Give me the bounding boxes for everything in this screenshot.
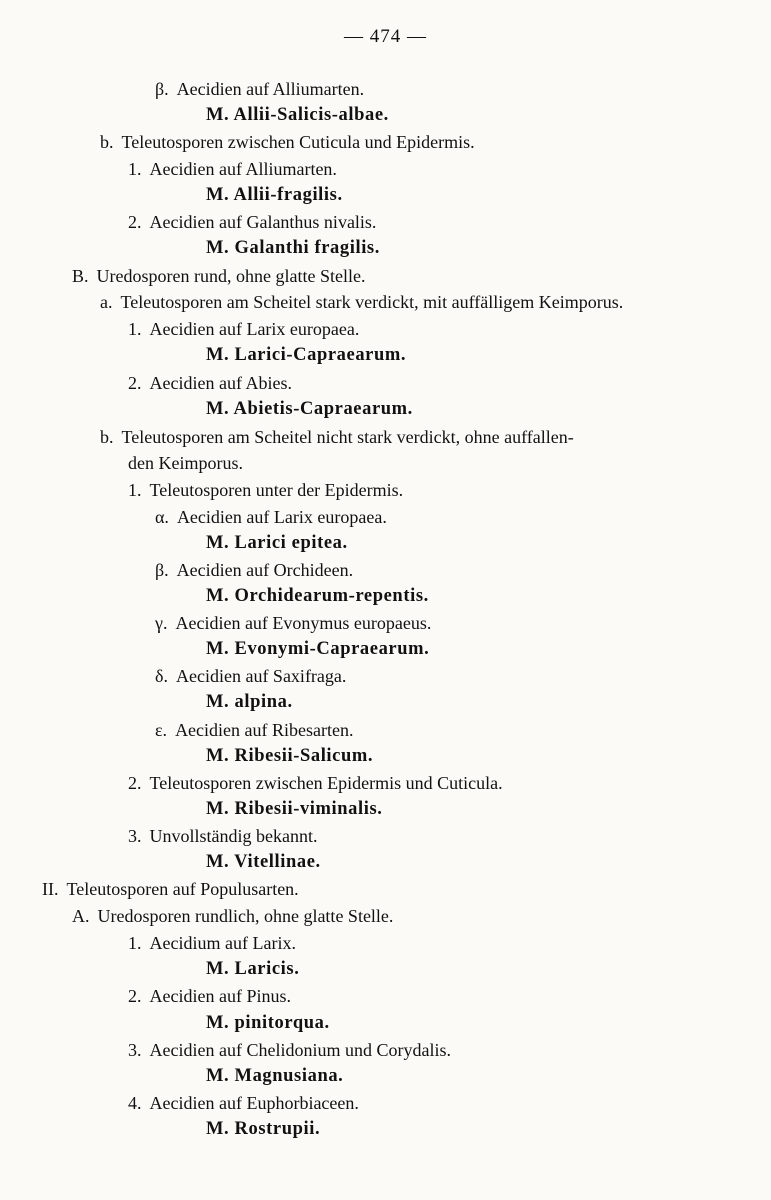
key-entry (42, 878, 299, 900)
key-entry (128, 158, 337, 180)
entry-text: Unvollständig bekannt. (149, 826, 318, 846)
entry-text: Aecidien auf Chelidonium und Corydalis. (149, 1040, 451, 1060)
entry-marker: β. (155, 560, 169, 580)
key-entry (128, 1039, 451, 1061)
entry-marker: II. (42, 879, 59, 899)
key-entry (72, 265, 365, 287)
entry-marker: A. (72, 906, 90, 926)
key-entry (128, 772, 503, 794)
entry-text: Aecidien auf Euphorbiaceen. (149, 1093, 359, 1113)
entry-marker: b. (100, 427, 114, 447)
key-entry (155, 665, 346, 687)
species-name: M. Larici-Capraearum. (206, 345, 407, 365)
entry-marker: 3. (128, 1040, 142, 1060)
key-entry (100, 291, 623, 313)
entry-marker: 1. (128, 933, 142, 953)
species-name: M. Vitellinae. (206, 852, 321, 872)
species-name: M. Allii-fragilis. (206, 185, 343, 205)
entry-text: Aecidien auf Pinus. (149, 986, 291, 1006)
entry-text: Teleutosporen am Scheitel stark verdickt, mit auffälligem Keimporus. (120, 292, 624, 312)
entry-text: Aecidien auf Saxifraga. (175, 666, 347, 686)
entry-marker: 1. (128, 319, 142, 339)
entry-text: Aecidien auf Galanthus nivalis. (149, 212, 377, 232)
key-entry (155, 559, 353, 581)
entry-marker: α. (155, 507, 169, 527)
species-name: M. Ribesii-Salicum. (206, 746, 374, 766)
entry-text: Aecidien auf Abies. (149, 373, 292, 393)
species-name: M. Allii-Salicis-albae. (206, 105, 389, 125)
entry-marker: 2. (128, 212, 142, 232)
entry-text: Aecidien auf Orchideen. (176, 560, 354, 580)
entry-text: Teleutosporen zwischen Epidermis und Cuticula. (149, 773, 503, 793)
key-entry (100, 131, 475, 153)
entry-marker: β. (155, 79, 169, 99)
entry-text: Uredosporen rundlich, ohne glatte Stelle. (97, 906, 394, 926)
entry-text: Teleutosporen am Scheitel nicht stark verdickt, ohne auffallen- (121, 427, 574, 447)
key-entry (155, 78, 364, 100)
key-entry (128, 932, 296, 954)
entry-text: Aecidium auf Larix. (149, 933, 296, 953)
entry-text: Aecidien auf Larix europaea. (176, 507, 387, 527)
key-entry (155, 612, 431, 634)
key-entry (128, 372, 292, 394)
entry-text: Uredosporen rund, ohne glatte Stelle. (96, 266, 366, 286)
entry-text: Aecidien auf Alliumarten. (176, 79, 365, 99)
entry-marker: a. (100, 292, 113, 312)
entry-marker: b. (100, 132, 114, 152)
key-entry (155, 719, 354, 741)
key-entry (128, 1092, 359, 1114)
key-entry (100, 426, 574, 448)
key-entry (128, 985, 291, 1007)
entry-text: Teleutosporen unter der Epidermis. (149, 480, 404, 500)
entry-text: Aecidien auf Larix europaea. (149, 319, 360, 339)
entry-marker: B. (72, 266, 89, 286)
species-name: M. Laricis. (206, 959, 300, 979)
entry-text: Aecidien auf Ribesarten. (175, 720, 354, 740)
key-entry (128, 479, 403, 501)
entry-marker: ε. (155, 720, 168, 740)
entry-marker: 4. (128, 1093, 142, 1113)
key-entry-continuation: den Keimporus. (128, 453, 243, 473)
page-number: — 474 — (344, 26, 427, 47)
entry-text: Aecidien auf Evonymus europaeus. (175, 613, 432, 633)
entry-text: Teleutosporen auf Populusarten. (66, 879, 299, 899)
species-name: M. pinitorqua. (206, 1013, 330, 1033)
entry-text: Aecidien auf Alliumarten. (149, 159, 337, 179)
species-name: M. Larici epitea. (206, 533, 348, 553)
entry-marker: γ. (155, 613, 168, 633)
entry-marker: 1. (128, 159, 142, 179)
key-entry (128, 825, 317, 847)
species-name: M. Evonymi-Capraearum. (206, 639, 430, 659)
species-name: M. Rostrupii. (206, 1119, 321, 1139)
key-entry (128, 211, 376, 233)
entry-marker: 2. (128, 373, 142, 393)
entry-marker: 2. (128, 773, 142, 793)
entry-marker: 1. (128, 480, 142, 500)
species-name: M. Magnusiana. (206, 1066, 344, 1086)
key-entry (72, 905, 393, 927)
entry-marker: 2. (128, 986, 142, 1006)
species-name: M. Abietis-Capraearum. (206, 399, 413, 419)
species-name: M. alpina. (206, 692, 293, 712)
key-entry (128, 318, 359, 340)
species-name: M. Orchidearum-repentis. (206, 586, 429, 606)
key-entry (155, 506, 387, 528)
entry-text: Teleutosporen zwischen Cuticula und Epidermis. (121, 132, 475, 152)
entry-marker: 3. (128, 826, 142, 846)
species-name: M. Galanthi fragilis. (206, 238, 380, 258)
species-name: M. Ribesii-viminalis. (206, 799, 383, 819)
entry-marker: δ. (155, 666, 168, 686)
